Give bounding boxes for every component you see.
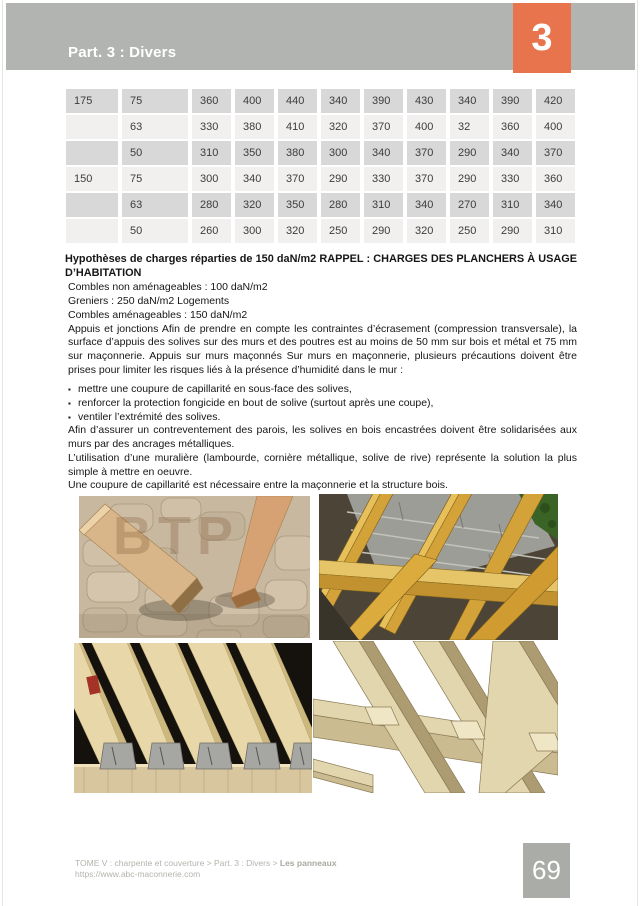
table-cell: 360 [192,89,231,113]
table-cell: 290 [321,167,360,191]
joists-underside-photo-graphic [74,643,312,793]
table-cell: 150 [66,167,118,191]
table-cell: 370 [364,115,403,139]
page-number-badge: 69 [523,843,570,898]
table-cell: 50 [122,141,188,165]
table-cell: 320 [321,115,360,139]
table-cell: 400 [407,115,446,139]
table-cell: 280 [321,193,360,217]
table-cell: 290 [450,141,489,165]
table-cell: 360 [493,115,532,139]
table-cell: 175 [66,89,118,113]
table-cell [66,141,118,165]
stone-wall-photo-graphic [79,496,310,638]
bullet-item: ▪ ventiler l’extrémité des solives. [65,411,577,425]
photo-schema-3d-assemblage-solives [313,641,558,793]
table-cell: 340 [536,193,575,217]
table-cell: 340 [235,167,274,191]
photo-solives-encastrees-mur-pierre [79,496,310,638]
table-cell: 320 [407,219,446,243]
table-cell: 75 [122,167,188,191]
table-cell: 50 [122,219,188,243]
table-cell: 340 [450,89,489,113]
footer [75,858,337,880]
table-cell: 270 [450,193,489,217]
joists-blockwall-photo-graphic [319,494,558,640]
table-cell: 380 [278,141,317,165]
table-cell: 420 [536,89,575,113]
beam-junction-render-graphic [313,641,558,793]
table-cell: 390 [493,89,532,113]
table-cell: 290 [364,219,403,243]
table-cell: 63 [122,115,188,139]
table-cell [66,193,118,217]
table-cell: 300 [321,141,360,165]
table-cell: 250 [321,219,360,243]
load-table [66,89,575,243]
table-cell: 320 [278,219,317,243]
table-cell: 440 [278,89,317,113]
intro-line: Combles aménageables : 150 daN/m2 [68,308,248,321]
photo-solivage-sous-face-sabots-metalliques [74,643,312,793]
table-cell: 290 [450,167,489,191]
table-cell: 300 [235,219,274,243]
table-cell: 340 [321,89,360,113]
table-cell: 340 [407,193,446,217]
table-cell: 340 [364,141,403,165]
table-cell: 330 [192,115,231,139]
table-cell: 260 [192,219,231,243]
table-cell [66,219,118,243]
table-cell: 310 [536,219,575,243]
breadcrumb [75,858,337,869]
page-title: Part. 3 : Divers [68,44,177,61]
table-cell: 400 [235,89,274,113]
table-cell: 370 [536,141,575,165]
table-cell: 370 [407,167,446,191]
paragraph-muraliere: L’utilisation d’une muralière (lambourde, cornière métallique, solive de rive) représente la solution la plus simple à mettre en oeuvre. [68,451,577,478]
table-cell: 280 [192,193,231,217]
bullet-item: ▪ renforcer la protection fongicide en bout de solive (surtout après une coupe), [65,397,577,411]
table-cell: 330 [493,167,532,191]
bullet-item: ▪ mettre une coupure de capillarité en sous-face des solives, [65,383,577,397]
table-cell: 330 [364,167,403,191]
page-right-border [637,0,638,906]
table-cell: 300 [192,167,231,191]
chapter-number-badge: 3 [513,3,571,73]
section-heading: Hypothèses de charges réparties de 150 daN/m2 RAPPEL : CHARGES DES PLANCHERS À USAGE D’HABITATION [65,253,577,279]
table-cell: 310 [192,141,231,165]
table-cell: 310 [364,193,403,217]
table-cell: 400 [536,115,575,139]
table-cell: 310 [493,193,532,217]
paragraph-coupure: Une coupure de capillarité est nécessaire entre la maçonnerie et la structure bois. [68,479,448,492]
table-cell: 370 [278,167,317,191]
breadcrumb-current: Les panneaux [279,858,337,868]
photo-solivage-bois-sur-mur-parpaings [319,494,558,640]
table-cell: 290 [493,219,532,243]
table-cell: 430 [407,89,446,113]
intro-line: Greniers : 250 daN/m2 Logements [68,295,230,308]
table-cell: 380 [235,115,274,139]
table-cell: 360 [536,167,575,191]
table-cell [66,115,118,139]
paragraph-contreventement: Afin d’assurer un contreventement des parois, les solives en bois encastrées doivent être solidarisées aux murs par des ancrages métalliques. [68,424,577,451]
breadcrumb-path: TOME V : charpente et couverture > Part. 3 : Divers > [75,858,280,868]
watermark-text: BTP [113,506,239,566]
table-cell: 390 [364,89,403,113]
intro-line: Combles non aménageables : 100 daN/m2 [68,281,268,294]
table-cell: 340 [493,141,532,165]
body-text [65,253,577,493]
table-cell: 350 [278,193,317,217]
table-cell: 63 [122,193,188,217]
table-cell: 32 [450,115,489,139]
bullet-list [65,383,577,424]
table-cell: 75 [122,89,188,113]
table-cell: 410 [278,115,317,139]
table-cell: 250 [450,219,489,243]
page-left-border [2,0,3,906]
paragraph-appuis: Appuis et jonctions Afin de prendre en compte les contraintes d’écrasement (compression transversale), la surface d’appuis des solives sur des murs et des poutres est au moins de 50 mm sur bois et métal et 75 mm sur maçonnerie. Appuis sur murs maçonnés Sur murs en maçonnerie, plusieurs précautions doivent être prises pour limiter les risques liés à la présence d’humidité dans le mur : [68,322,577,376]
footer-url: https://www.abc-maconnerie.com [75,869,201,879]
table-cell: 370 [407,141,446,165]
table-cell: 320 [235,193,274,217]
table-cell: 350 [235,141,274,165]
